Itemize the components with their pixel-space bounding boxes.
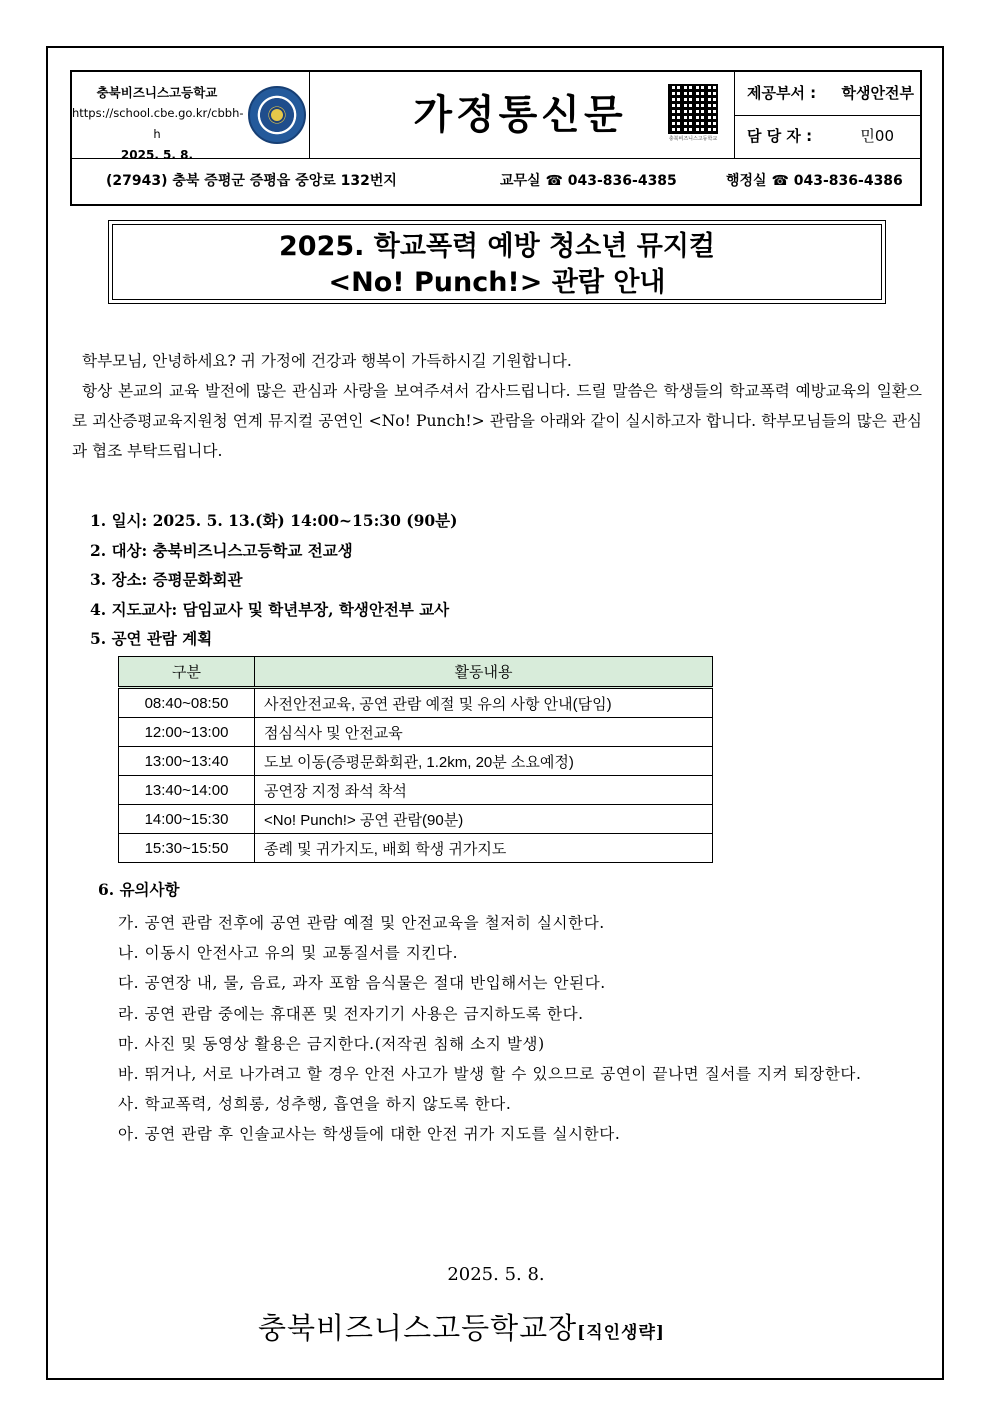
letterhead-top [72, 72, 920, 162]
school-address: (27943) 충북 증평군 증평읍 중앙로 132번지 [106, 173, 397, 189]
school-info [72, 72, 244, 162]
manager-row [735, 115, 920, 158]
list-item: 아. 공연 관람 후 인솔교사는 학생들에 대한 안전 귀가 지도를 실시한다. [118, 1125, 621, 1144]
schedule-header-row [119, 657, 713, 688]
office-phone: 교무실 ☎ 043-836-4385 [500, 173, 677, 189]
document-title: 가정통신문 [413, 92, 627, 138]
table-row: 13:00~13:40 도보 이동(증평문화회관, 1.2km, 20분 소요예정) [119, 747, 713, 776]
intro-body: 항상 본교의 교육 발전에 많은 관심과 사랑을 보여주셔서 감사드립니다. 드릴 말씀은 학생들의 학교폭력 예방교육의 일환으로 괴산증평교육지원청 연계 뮤지컬 공연인 <No! Punch!> 관람을 아래와 같이 실시하고자 합니다. 학부모님들의 많은 관심과 협조 부탁드립니다. [72, 382, 922, 460]
footer-date: 2025. 5. 8. [447, 1264, 545, 1285]
list-item: 다. 공연장 내, 물, 음료, 과자 포함 음식물은 절대 반입해서는 안된다. [118, 974, 606, 993]
main-title-box [108, 220, 886, 304]
school-url[interactable]: https://school.cbe.go.kr/cbbh-h [72, 106, 244, 141]
manager-value: 민00 [860, 127, 894, 145]
qr-code[interactable] [668, 84, 718, 146]
qr-code-icon [668, 84, 718, 134]
schedule-header-time: 구분 [119, 657, 255, 688]
manager-label: 담 당 자 : [747, 127, 813, 145]
qr-caption: 충북비즈니스고등학교 [668, 136, 718, 142]
dept-label: 제공부서 : [747, 84, 817, 102]
detail-target: 2. 대상: 충북비즈니스고등학교 전교생 [90, 540, 353, 560]
admin-phone: 행정실 ☎ 043-836-4386 [726, 173, 903, 189]
list-item: 사. 학교폭력, 성희롱, 성추행, 흡연을 하지 않도록 한다. [118, 1095, 512, 1114]
list-item: 가. 공연 관람 전후에 공연 관람 예절 및 안전교육을 철저히 실시한다. [118, 914, 605, 932]
notes-list [118, 908, 908, 1149]
list-item: 바. 뛰거나, 서로 나가려고 할 경우 안전 사고가 발생 할 수 있으므로 공연이 끝나면 질서를 지켜 퇴장한다. [118, 1065, 862, 1084]
issue-date: 2025. 5. 8. [120, 148, 194, 162]
detail-date: 1. 일시: 2025. 5. 13.(화) 14:00~15:30 (90분) [90, 511, 458, 530]
signature-text: 충북비즈니스고등학교장 [258, 1311, 578, 1345]
intro-greeting: 학부모님, 안녕하세요? 귀 가정에 건강과 행복이 가득하시길 기원합니다. [82, 352, 572, 370]
contact-row [72, 159, 920, 204]
school-logo-icon [248, 86, 306, 144]
table-row: 12:00~13:00 점심식사 및 안전교육 [119, 718, 713, 747]
table-row: 08:40~08:50 사전안전교육, 공연 관람 예절 및 유의 사항 안내(담임) [119, 688, 713, 718]
dept-row [735, 72, 920, 116]
schedule-header-activity: 활동내용 [255, 657, 713, 688]
detail-teachers: 4. 지도교사: 담임교사 및 학년부장, 학생안전부 교사 [90, 599, 450, 619]
event-details [90, 506, 890, 654]
table-row: 13:40~14:00 공연장 지정 좌석 착석 [119, 776, 713, 805]
detail-plan: 5. 공연 관람 계획 [90, 629, 213, 648]
schedule-table [118, 656, 713, 863]
stamp-omitted: [직인생략] [577, 1323, 665, 1343]
letterhead [70, 70, 922, 206]
main-title-line1: 2025. 학교폭력 예방 청소년 뮤지컬 [279, 231, 715, 262]
detail-place: 3. 장소: 증평문화회관 [90, 570, 243, 589]
intro-text [72, 346, 922, 466]
notes-title: 6. 유의사항 [98, 880, 180, 899]
school-name: 충북비즈니스고등학교 [96, 85, 218, 100]
list-item: 나. 이동시 안전사고 유의 및 교통질서를 지킨다. [118, 944, 459, 963]
list-item: 라. 공연 관람 중에는 휴대폰 및 전자기기 사용은 금지하도록 한다. [118, 1004, 584, 1023]
list-item: 마. 사진 및 동영상 활용은 금지한다.(저작권 침해 소지 발생) [118, 1034, 545, 1053]
principal-signature [258, 1306, 665, 1347]
dept-value: 학생안전부 [841, 84, 914, 102]
table-row: 14:00~15:30 <No! Punch!> 공연 관람(90분) [119, 805, 713, 834]
main-title-line2: <No! Punch!> 관람 안내 [328, 267, 666, 298]
table-row: 15:30~15:50 종례 및 귀가지도, 배회 학생 귀가지도 [119, 834, 713, 863]
